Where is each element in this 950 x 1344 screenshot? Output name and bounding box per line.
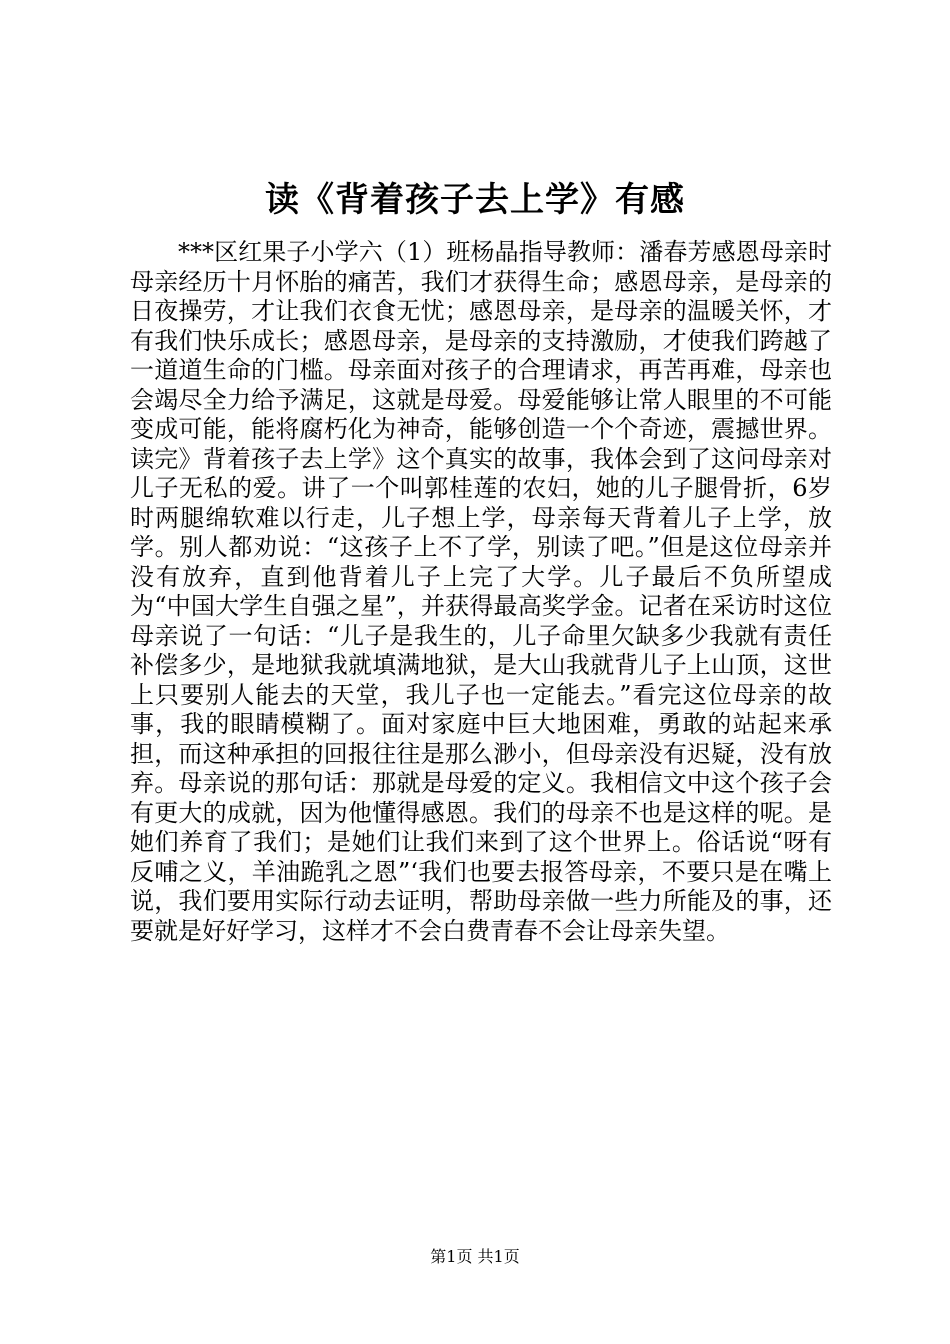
document-body: ***区红果子小学六（1）班杨晶指导教师：潘春芳感恩母亲时母亲经历十月怀胎的痛苦，我们才获得生命；感恩母亲，是母亲的日夜操劳，才让我们衣食无忧；感恩母亲，是母亲的温暖关怀，才有我们快乐成长；感恩母亲，是母亲的支持激励，才使我们跨越了一道道生命的门槛。母亲面对孩子的合理请求，再苦再难，母亲也会竭尽全力给予满足，这就是母爱。母爱能够让常人眼里的不可能变成可能，能将腐朽化为神奇，能够创造一个个奇迹，震撼世界。读完》背着孩子去上学》这个真实的故事，我体会到了这问母亲对儿子无私的爱。讲了一个叫郭桂莲的农妇，她的儿子腿骨折，6岁时两腿绵软难以行走，儿子想上学，母亲每天背着儿子上学，放学。别人都劝说：“这孩子上不了学，别读了吧。”但是这位母亲并没有放弃，直到他背着儿子上完了大学。儿子最后不负所望成为“中国大学生自强之星”，并获得最高奖学金。记者在采访时这位母亲说了一句话：“儿子是我生的，儿子命里欠缺多少我就有责任补偿多少，是地狱我就填满地狱，是大山我就背儿子上山顶，这世上只要别人能去的天堂，我儿子也一定能去。”看完这位母亲的故事，我的眼睛模糊了。面对家庭中巨大地困难，勇敢的站起来承担，而这种承担的回报往往是那么渺小，但母亲没有迟疑，没有放弃。母亲说的那句话：那就是母爱的定义。我相信文中这个孩子会有更大的成就，因为他懂得感恩。我们的母亲不也是这样的呢。是她们养育了我们；是她们让我们来到了这个世界上。俗话说“呀有反哺之义，羊油跪乳之恩”‘我们也要去报答母亲，不要只是在嘴上说，我们要用实际行动去证明，帮助母亲做一些力所能及的事，还要就是好好学习，这样才不会白费青春不会让母亲失望。 (130, 238, 832, 945)
page-number-footer: 第1页 共1页 (430, 1247, 520, 1266)
document-title: 读《背着孩子去上学》有感 (265, 180, 685, 220)
